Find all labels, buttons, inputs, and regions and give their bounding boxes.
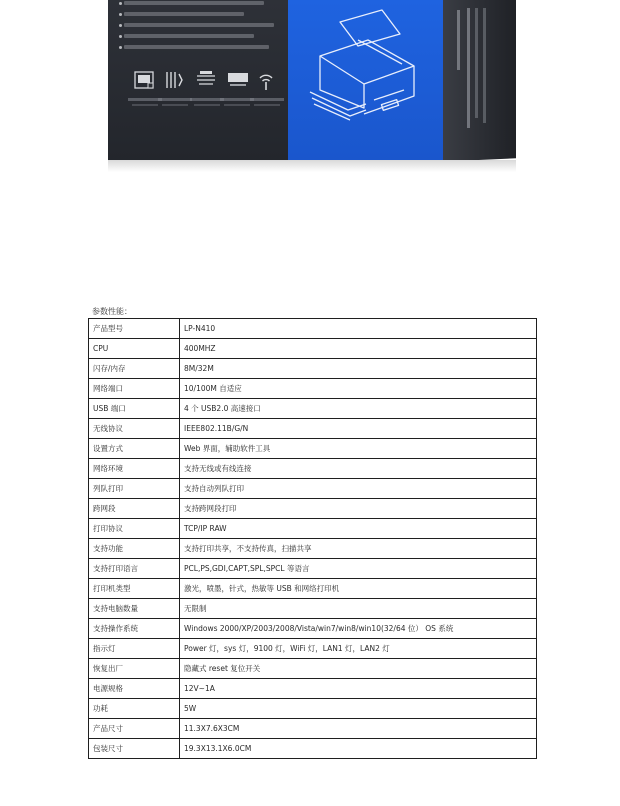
printer-illustration-icon	[288, 0, 443, 162]
spec-label: 支持打印语言	[89, 559, 180, 579]
spec-value: 5W	[180, 699, 537, 719]
feature-bullet	[119, 46, 122, 49]
box-shadow	[108, 160, 516, 172]
spec-label: 跨网段	[89, 499, 180, 519]
print-queue-icon	[162, 68, 186, 92]
spec-row	[89, 419, 537, 439]
spec-row	[89, 719, 537, 739]
spec-label: 功耗	[89, 699, 180, 719]
spec-value: TCP/IP RAW	[180, 519, 537, 539]
spec-label: USB 端口	[89, 399, 180, 419]
spec-row	[89, 599, 537, 619]
spec-row	[89, 539, 537, 559]
spec-value: Power 灯，sys 灯，9100 灯，WiFi 灯，LAN1 灯，LAN2 灯	[180, 639, 537, 659]
feature-caption	[132, 104, 158, 106]
feature-caption	[190, 98, 224, 101]
feature-caption	[254, 104, 280, 106]
feature-caption	[162, 104, 188, 106]
side-brand-text	[457, 10, 460, 70]
spec-value: 4 个 USB2.0 高速接口	[180, 399, 537, 419]
feature-text-line	[124, 12, 244, 16]
spec-row	[89, 559, 537, 579]
usb-icon	[194, 68, 218, 92]
spec-row	[89, 679, 537, 699]
spec-value: 12V~1A	[180, 679, 537, 699]
spec-label: 支持功能	[89, 539, 180, 559]
spec-value: PCL,PS,GDI,CAPT,SPL,SPCL 等语言	[180, 559, 537, 579]
feature-caption	[220, 98, 254, 101]
box-front-panel	[108, 0, 443, 162]
spec-value: 10/100M 自适应	[180, 379, 537, 399]
spec-row	[89, 699, 537, 719]
feature-bullet	[119, 35, 122, 38]
spec-row	[89, 359, 537, 379]
spec-value: 隐藏式 reset 复位开关	[180, 659, 537, 679]
spec-value: 支持打印共享，不支持传真，扫描共享	[180, 539, 537, 559]
spec-row	[89, 519, 537, 539]
feature-text-line	[124, 23, 274, 27]
feature-caption	[158, 98, 192, 101]
spec-value: 支持自动列队打印	[180, 479, 537, 499]
spec-row	[89, 619, 537, 639]
feature-caption	[250, 98, 284, 101]
feature-text-line	[124, 1, 264, 5]
spec-row	[89, 399, 537, 419]
spec-row	[89, 339, 537, 359]
spec-label: 支持操作系统	[89, 619, 180, 639]
spec-label: 产品尺寸	[89, 719, 180, 739]
feature-bullet	[119, 24, 122, 27]
spec-value: 激光，喷墨，针式，热敏等 USB 和网络打印机	[180, 579, 537, 599]
spec-row	[89, 459, 537, 479]
side-text-line	[467, 8, 470, 128]
spec-label: 产品型号	[89, 319, 180, 339]
spec-row	[89, 379, 537, 399]
spec-value: LP-N410	[180, 319, 537, 339]
spec-value: 8M/32M	[180, 359, 537, 379]
spec-label: 打印机类型	[89, 579, 180, 599]
spec-value: IEEE802.11B/G/N	[180, 419, 537, 439]
spec-label: 设置方式	[89, 439, 180, 459]
spec-label: 网络环境	[89, 459, 180, 479]
spec-title: 参数性能：	[92, 307, 132, 316]
spec-value: 无限制	[180, 599, 537, 619]
spec-label: 网络端口	[89, 379, 180, 399]
spec-value: 11.3X7.6X3CM	[180, 719, 537, 739]
spec-row	[89, 659, 537, 679]
spec-row	[89, 579, 537, 599]
side-text-line	[475, 8, 478, 118]
box-blue-panel	[288, 0, 443, 162]
product-box-photo	[108, 0, 516, 172]
side-text-line	[483, 8, 486, 123]
100mbps-icon	[226, 68, 250, 92]
spec-table-body	[89, 319, 537, 759]
spec-label: 支持电脑数量	[89, 599, 180, 619]
feature-text-line	[124, 34, 254, 38]
spec-row	[89, 479, 537, 499]
feature-bullet	[119, 2, 122, 5]
spec-value: Windows 2000/XP/2003/2008/Vista/win7/win8/win10(32/64 位） OS 系统	[180, 619, 537, 639]
feature-bullet	[119, 13, 122, 16]
spec-label: CPU	[89, 339, 180, 359]
spec-row	[89, 639, 537, 659]
spec-label: 无线协议	[89, 419, 180, 439]
feature-caption	[224, 104, 250, 106]
feature-caption	[194, 104, 220, 106]
feature-caption	[128, 98, 162, 101]
spec-row	[89, 319, 537, 339]
spec-label: 指示灯	[89, 639, 180, 659]
spec-label: 列队打印	[89, 479, 180, 499]
spec-row	[89, 439, 537, 459]
spec-label: 闪存/内存	[89, 359, 180, 379]
spec-value: Web 界面，辅助软件工具	[180, 439, 537, 459]
spec-row	[89, 499, 537, 519]
spec-label: 打印协议	[89, 519, 180, 539]
spec-value: 支持无线或有线连接	[180, 459, 537, 479]
spec-label: 恢复出厂	[89, 659, 180, 679]
spec-value: 19.3X13.1X6.0CM	[180, 739, 537, 759]
spec-value: 400MHZ	[180, 339, 537, 359]
box-side-panel	[443, 0, 516, 172]
wifi-icon	[254, 68, 278, 92]
spec-row	[89, 739, 537, 759]
64bit-chip-icon	[132, 68, 156, 92]
spec-value: 支持跨网段打印	[180, 499, 537, 519]
spec-label: 包装尺寸	[89, 739, 180, 759]
spec-table	[88, 318, 537, 759]
feature-text-line	[124, 45, 269, 49]
spec-label: 电源规格	[89, 679, 180, 699]
